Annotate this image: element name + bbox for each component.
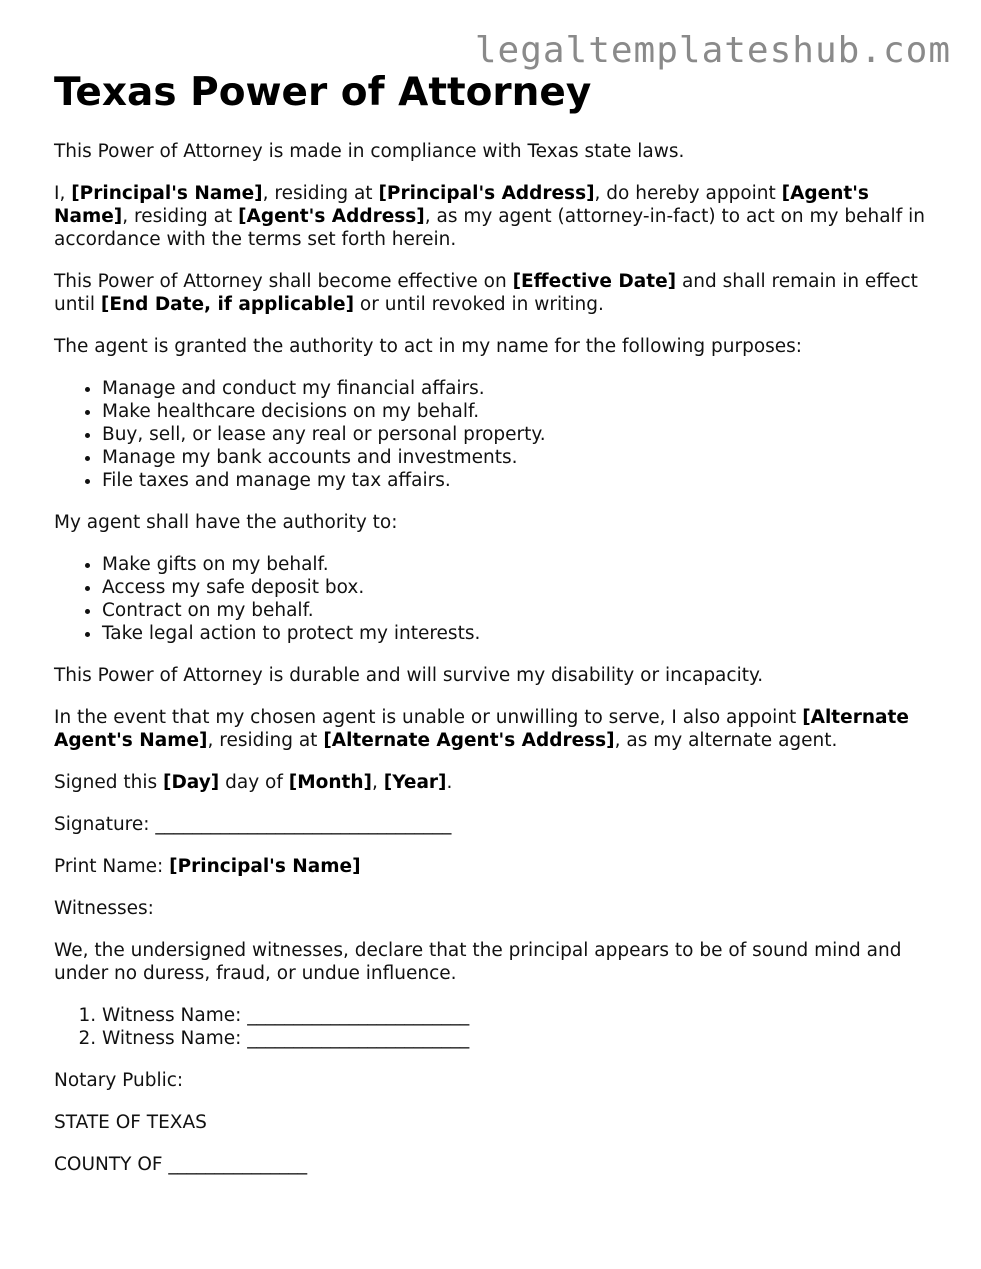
appointment-paragraph	[54, 182, 934, 251]
appointment-text-1: I,	[54, 183, 72, 204]
signature-line: Signature: ________________________________	[54, 814, 452, 835]
list-item: 2. Witness Name: ________________________	[102, 1027, 934, 1050]
document-title: Texas Power of Attorney	[54, 70, 592, 115]
list-item: • Make healthcare decisions on my behalf.	[102, 400, 934, 423]
authority-list	[54, 553, 934, 645]
alternate-text-2: , residing at	[207, 730, 324, 751]
signed-text-2: day of	[219, 772, 289, 793]
signed-text-1: Signed this	[54, 772, 163, 793]
list-item: • File taxes and manage my tax affairs.	[102, 469, 934, 492]
appointment-text-5: , as my agent (attorney-in-fact) to act on my behalf in accordance with the terms set forth herein.	[54, 206, 925, 250]
effective-text-1: This Power of Attorney shall become effective on	[54, 271, 513, 292]
signed-date-line	[54, 771, 934, 794]
year-placeholder: [Year]	[383, 772, 447, 793]
day-placeholder: [Day]	[163, 772, 220, 793]
effective-paragraph	[54, 270, 934, 316]
list-item: • Manage my bank accounts and investments.	[102, 446, 934, 469]
principal-name-placeholder: [Principal's Name]	[71, 183, 263, 204]
alternate-text-3: , as my alternate agent.	[614, 730, 838, 751]
site-watermark: legaltemplateshub.com	[474, 30, 951, 71]
alternate-text-1: In the event that my chosen agent is unable or unwilling to serve, I also appoint	[54, 707, 803, 728]
notary-label: Notary Public:	[54, 1070, 184, 1091]
witnesses-label: Witnesses:	[54, 898, 154, 919]
list-item: • Manage and conduct my financial affairs.	[102, 377, 934, 400]
signed-text-3: ,	[371, 772, 384, 793]
list-item: • Access my safe deposit box.	[102, 576, 934, 599]
month-placeholder: [Month]	[288, 772, 372, 793]
print-name-label: Print Name:	[54, 856, 170, 877]
list-item: • Take legal action to protect my interests.	[102, 622, 934, 645]
state-line: STATE OF TEXAS	[54, 1112, 207, 1133]
list-item: • Contract on my behalf.	[102, 599, 934, 622]
witness-declaration: We, the undersigned witnesses, declare that the principal appears to be of sound mind and under no duress, fraud, or undue influence.	[54, 940, 902, 984]
list-item: 1. Witness Name: ________________________	[102, 1004, 934, 1027]
durable-paragraph: This Power of Attorney is durable and will survive my disability or incapacity.	[54, 665, 764, 686]
witness-list	[54, 1004, 934, 1050]
agent-address-placeholder: [Agent's Address]	[238, 206, 425, 227]
signed-text-4: .	[446, 772, 453, 793]
purposes-list	[54, 377, 934, 492]
appointment-text-2: , residing at	[262, 183, 379, 204]
alternate-address-placeholder: [Alternate Agent's Address]	[323, 730, 615, 751]
county-line: COUNTY OF _______________	[54, 1154, 308, 1175]
print-name-line	[54, 855, 934, 878]
alternate-name-placeholder: [Alternate Agent's Name]	[54, 707, 909, 751]
effective-text-3: or until revoked in writing.	[354, 294, 604, 315]
principal-address-placeholder: [Principal's Address]	[378, 183, 595, 204]
appointment-text-3: , do hereby appoint	[594, 183, 782, 204]
effective-date-placeholder: [Effective Date]	[512, 271, 677, 292]
authority-intro: My agent shall have the authority to:	[54, 512, 398, 533]
print-name-placeholder: [Principal's Name]	[169, 856, 361, 877]
intro-paragraph: This Power of Attorney is made in compliance with Texas state laws.	[54, 141, 685, 162]
document-body	[54, 70, 934, 1195]
alternate-agent-paragraph	[54, 706, 934, 752]
appointment-text-4: , residing at	[122, 206, 239, 227]
list-item: • Buy, sell, or lease any real or personal property.	[102, 423, 934, 446]
purposes-intro: The agent is granted the authority to act in my name for the following purposes:	[54, 336, 803, 357]
end-date-placeholder: [End Date, if applicable]	[100, 294, 355, 315]
agent-name-placeholder: [Agent's Name]	[54, 183, 869, 227]
effective-text-2: and shall remain in effect until	[54, 271, 918, 315]
list-item: • Make gifts on my behalf.	[102, 553, 934, 576]
